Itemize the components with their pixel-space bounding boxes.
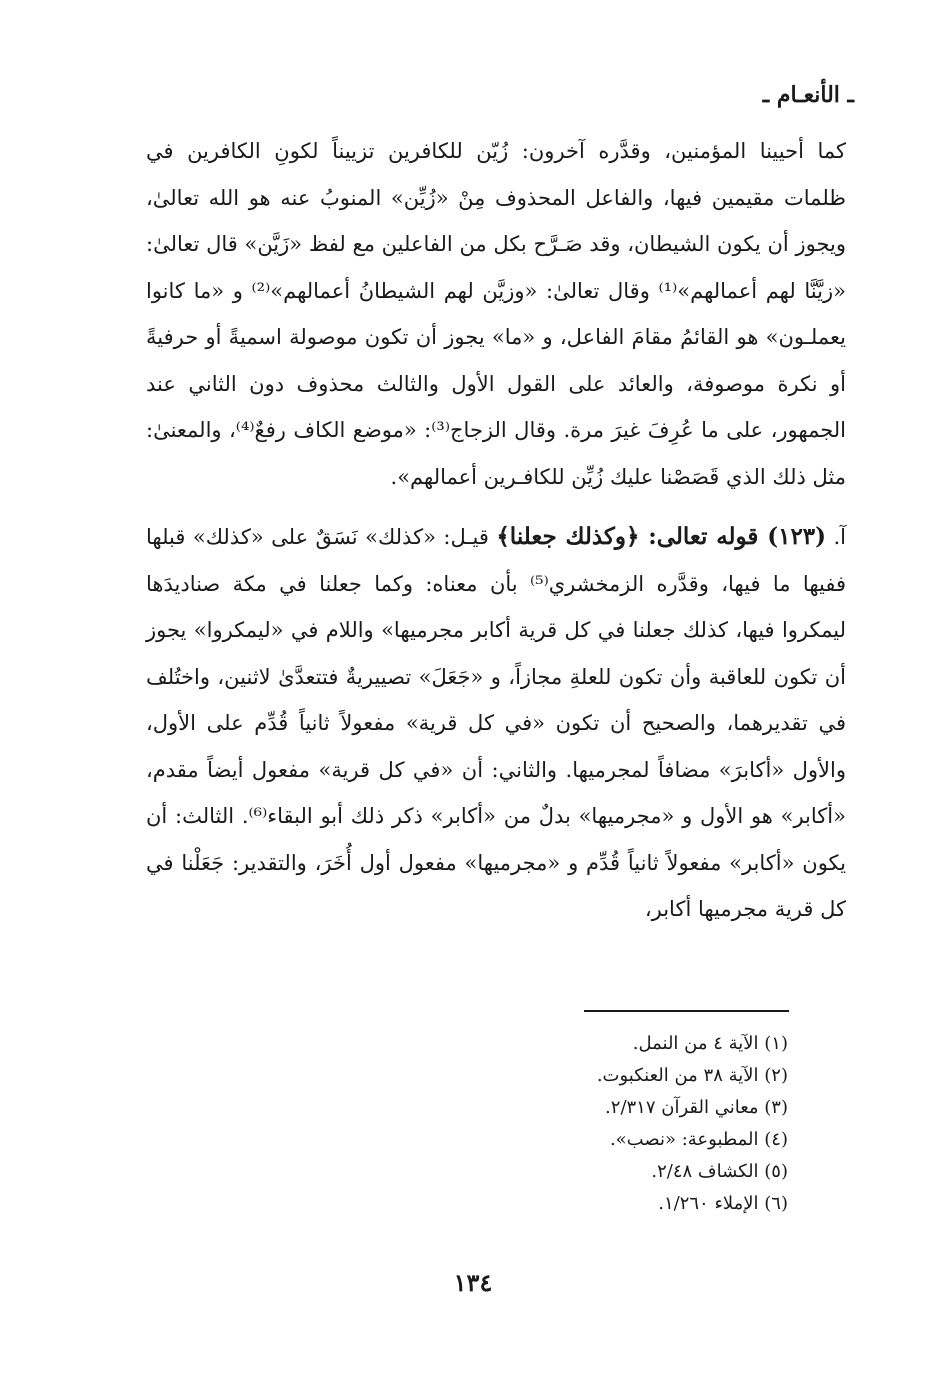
footnote-item: (٤) المطبوعة: «نصب».: [609, 1129, 788, 1150]
footnote-item: (٢) الآية ٣٨ من العنكبوت.: [596, 1065, 788, 1086]
running-head: ـ الأنعـام ـ: [762, 82, 854, 108]
section-heading: (١٢٣) قوله تعالى: ﴿وكذلك جعلنا﴾: [496, 523, 827, 550]
footnotes-list: [228, 1028, 788, 1220]
paragraph-2: [146, 514, 846, 933]
footnote-item: (٣) معاني القرآن ٢/٣١٧.: [605, 1097, 788, 1118]
page-number: ١٣٤: [453, 1268, 493, 1297]
paragraph-1: كما أحيينا المؤمنين، وقدَّره آخرون: زُيّن للكافرين تزييناً لكونِ الكافرين في ظلمات مقيمين فيها، والفاعل المحذوف مِنْ «زُيِّن» المنوبُ عنه هو الله تعالىٰ، ويجوز أن يكون الشيطان، وقد صَـرَّح بكل من الفاعلين مع لفظ «زَيَّن» قال تعالىٰ: «زيَّنَّا لهم أعمالهم»⁽¹⁾ وقال تعالىٰ: «وزيَّن لهم الشيطانُ أعمالهم»⁽²⁾ و «ما كانوا يعملـون» هو القائمُ مقامَ الفاعل، و «ما» يجوز أن تكون موصولة اسميةً أو حرفيةً أو نكرة موصوفة، والعائد على القول الأول والثالث محذوف دون الثاني عند الجمهور، على ما عُرِفَ غيرَ مرة. وقال الزجاج⁽³⁾: «موضع الكاف رفعٌ⁽⁴⁾، والمعنىٰ: مثل ذلك الذي قَصَصْنا عليك زُيِّن للكافـرين أعمالهم».: [146, 139, 846, 489]
section-heading-continuation: قيـل: «كذلك» نَسَقٌ على «كذلك» قبلها ففيها ما فيها،: [146, 525, 846, 596]
footnote-item: (١) الآية ٤ من النمل.: [632, 1033, 788, 1054]
verse-marker: آ.: [826, 525, 847, 549]
footnote-divider: [584, 1010, 789, 1012]
footnote-item: (٦) الإملاء ١/٢٦٠.: [658, 1193, 788, 1214]
paragraph-2-body: وقدَّره الزمخشري⁽⁵⁾ بأن معناه: وكما جعلنا في مكة صناديدَها ليمكروا فيها، كذلك جعلنا في كل قرية أكابر مجرميها» واللام في «ليمكروا» يجوز أن تكون للعاقبة وأن تكون للعلةِ مجازاً، و «جَعَلَ» تصييريةٌ فتتعدَّىٰ لاثنين، واختُلف في تقديرهما، والصحيح أن تكون «في كل قرية» مفعولاً ثانياً قُدِّم على الأول، والأول «أكابرَ» مضافاً لمجرميها. والثاني: أن «في كل قرية» مفعول أيضاً مقدم، «أكابر» هو الأول و «مجرميها» بدلٌ من «أكابر» ذكر ذلك أبو البقاء⁽⁶⁾. الثالث: أن يكون «أكابر» مفعولاً ثانياً قُدِّم و «مجرميها» مفعول أول أُخَرَ، والتقدير: جَعَلْنا في كل قرية مجرميها أكابر،: [146, 571, 846, 921]
main-text: [146, 128, 846, 933]
footnote-item: (٥) الكشاف ٢/٤٨.: [651, 1161, 788, 1182]
